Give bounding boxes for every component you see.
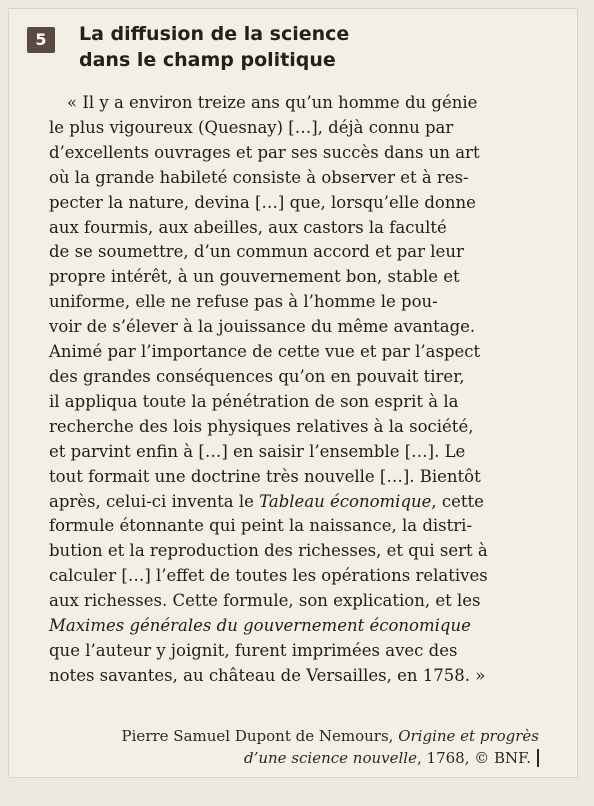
quote-line-start: après, celui-ci inventa le (49, 491, 260, 511)
document-title (79, 21, 549, 73)
title-line-2: dans le champ politique (79, 49, 336, 71)
quote-line: que l’auteur y joignit, furent imprimées avec des (49, 640, 458, 660)
quote-line: aux fourmis, aux abeilles, aux castors la faculté (49, 217, 447, 237)
citation-line-2 (19, 747, 539, 769)
quote-line: et parvint enfin à […] en saisir l’ensemble […]. Le (49, 441, 466, 461)
quote-line-end: , cette (431, 491, 484, 511)
citation-title-part1: Origine et progrès (398, 727, 539, 745)
citation-title-part2: d’une science nouvelle (243, 749, 417, 767)
quote-line: pecter la nature, devina […] que, lorsqu’elle donne (49, 192, 476, 212)
quote-line: « Il y a environ treize ans qu’un homme du génie (67, 93, 478, 112)
quote-line: uniforme, elle ne refuse pas à l’homme le pou- (49, 292, 438, 312)
citation-line-1 (19, 725, 539, 747)
quote-line: de se soumettre, d’un commun accord et par leur (49, 242, 464, 262)
quote-line: aux richesses. Cette formule, son explication, et les (49, 591, 481, 611)
quote-line: tout formait une doctrine très nouvelle […]. Bientôt (49, 466, 481, 486)
quote-line: il appliqua toute la pénétration de son esprit à la (49, 391, 459, 411)
document-card (8, 8, 578, 778)
quote-line: Animé par l’importance de cette vue et par l’aspect (49, 342, 481, 362)
tableau-economique-title: Tableau économique (259, 491, 432, 511)
source-citation (19, 725, 539, 769)
quote-line: recherche des lois physiques relatives à la société, (49, 416, 474, 436)
quote-line: des grandes conséquences qu’on en pouvait tirer, (49, 366, 465, 386)
citation-date-credit: , 1768, © BNF. (417, 749, 539, 767)
quote-line: calculer […] l’effet de toutes les opérations relatives (49, 566, 488, 586)
quote-line: où la grande habileté consiste à observer et à res- (49, 167, 469, 187)
quote-line-italic (49, 614, 569, 639)
quote-body (49, 91, 569, 689)
quote-line: formule étonnante qui peint la naissance, la distri- (49, 516, 473, 536)
title-line-1: La diffusion de la science (79, 23, 350, 45)
quote-line: bution et la reproduction des richesses, et qui sert à (49, 541, 488, 561)
quote-line: le plus vigoureux (Quesnay) […], déjà connu par (49, 117, 454, 137)
citation-author: Pierre Samuel Dupont de Nemours, (121, 727, 399, 745)
quote-line: propre intérêt, à un gouvernement bon, stable et (49, 267, 460, 287)
maximes-title: Maximes générales du gouvernement économique (49, 616, 471, 636)
section-number-badge: 5 (27, 27, 55, 53)
quote-line: voir de s’élever à la jouissance du même avantage. (49, 317, 476, 337)
quote-line: notes savantes, au château de Versailles, en 1758. » (49, 665, 486, 685)
quote-line (49, 490, 569, 515)
quote-line: d’excellents ouvrages et par ses succès dans un art (49, 142, 480, 162)
